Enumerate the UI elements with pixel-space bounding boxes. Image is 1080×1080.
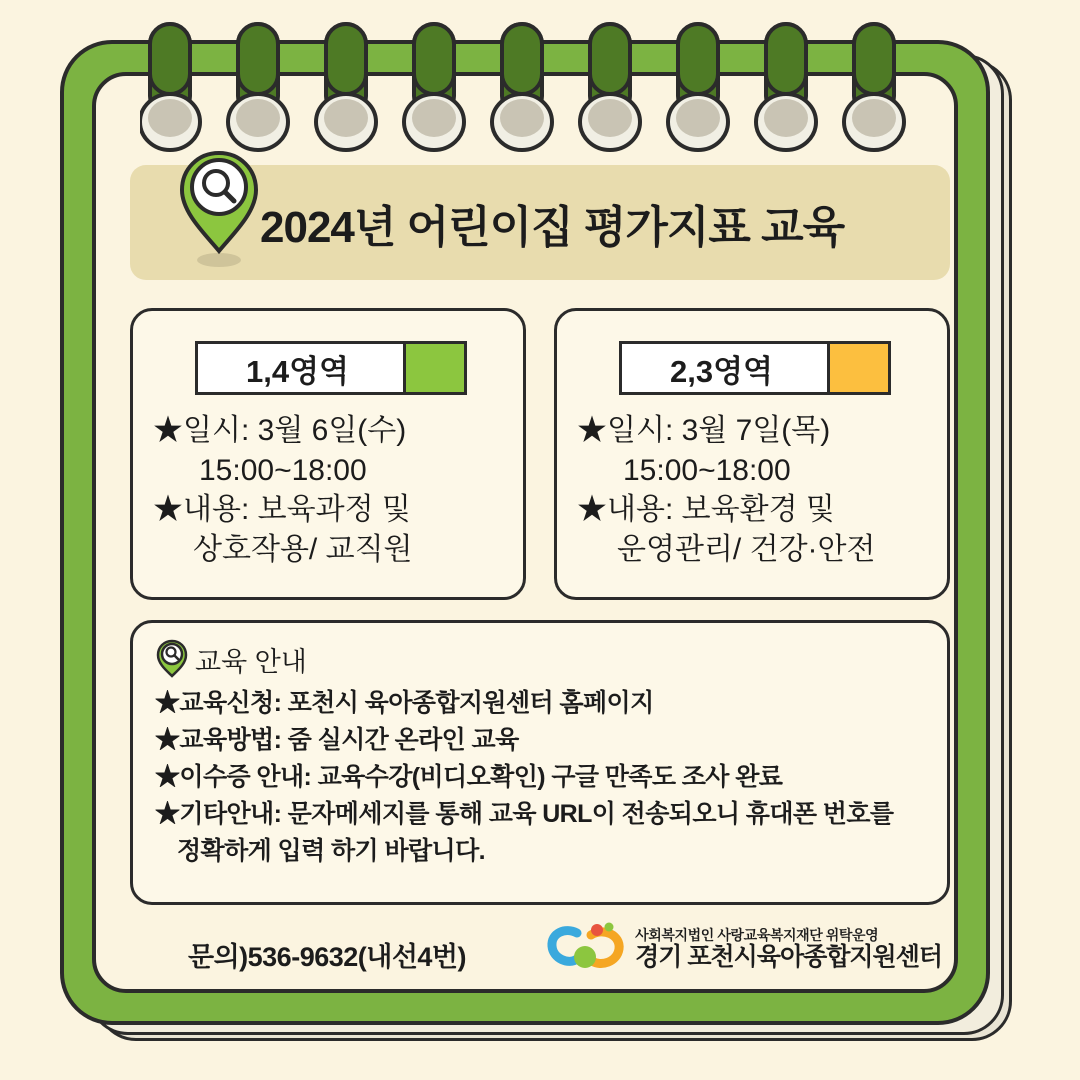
session-1-badge-label: 1,4영역 — [246, 353, 349, 389]
poster-title-bar — [130, 165, 950, 280]
info-line-other-a: ★기타안내: 문자메세지를 통해 교육 URL이 전송되오니 휴대폰 번호를 — [155, 800, 894, 828]
page-title: 2024년 어린이집 평가지표 교육 — [260, 202, 845, 252]
info-panel — [130, 620, 950, 905]
info-line-other-b — [155, 833, 925, 870]
session-cards — [130, 308, 950, 600]
contact-text: 문의)536-9632(내선4번) — [188, 941, 467, 972]
footer — [130, 915, 950, 993]
info-line-method: ★교육방법: 줌 실시간 온라인 교육 — [155, 726, 519, 754]
info-line-certificate: ★이수증 안내: 교육수강(비디오확인) 구글 만족도 조사 완료 — [155, 763, 783, 791]
org-logo-texts — [635, 927, 942, 972]
session-2-line-3: ★내용: 보육환경 및 — [577, 493, 835, 527]
location-pin-search-icon — [155, 639, 189, 679]
sc-logo-icon — [547, 921, 625, 977]
info-line-other-b-text: 정확하게 입력 하기 바랍니다. — [177, 837, 485, 865]
location-pin-search-icon — [172, 147, 267, 272]
session-1-badge — [195, 341, 467, 395]
spiral-binding-icon — [140, 22, 940, 162]
org-logo-block — [547, 921, 942, 977]
session-1-line-1: ★일시: 3월 6일(수) — [153, 414, 407, 447]
org-sub-name: 사회복지법인 사랑교육복지재단 위탁운영 — [635, 926, 879, 943]
session-1-details — [153, 411, 509, 569]
session-2-line-4: 운영관리/ 건강·안전 — [617, 532, 876, 566]
org-name: 경기 포천시육아종합지원센터 — [635, 942, 942, 971]
info-heading-label: 교육 안내 — [195, 646, 307, 677]
session-2-color-swatch — [827, 344, 888, 392]
session-1-line-3: ★내용: 보육과정 및 — [153, 493, 411, 527]
session-1-color-swatch — [403, 344, 464, 392]
session-card-1 — [130, 308, 526, 600]
session-1-line-4: 상호작용/ 교직원 — [193, 532, 413, 566]
session-2-line-2: 15:00~18:00 — [623, 453, 791, 487]
session-1-line-2: 15:00~18:00 — [199, 453, 367, 487]
session-2-line-1: ★일시: 3월 7일(목) — [577, 414, 831, 447]
session-2-badge — [619, 341, 891, 395]
info-line-application: ★교육신청: 포천시 육아종합지원센터 홈페이지 — [155, 689, 654, 717]
session-2-badge-label: 2,3영역 — [670, 353, 773, 389]
info-heading — [155, 639, 925, 679]
session-2-details — [577, 411, 933, 569]
session-card-2 — [554, 308, 950, 600]
